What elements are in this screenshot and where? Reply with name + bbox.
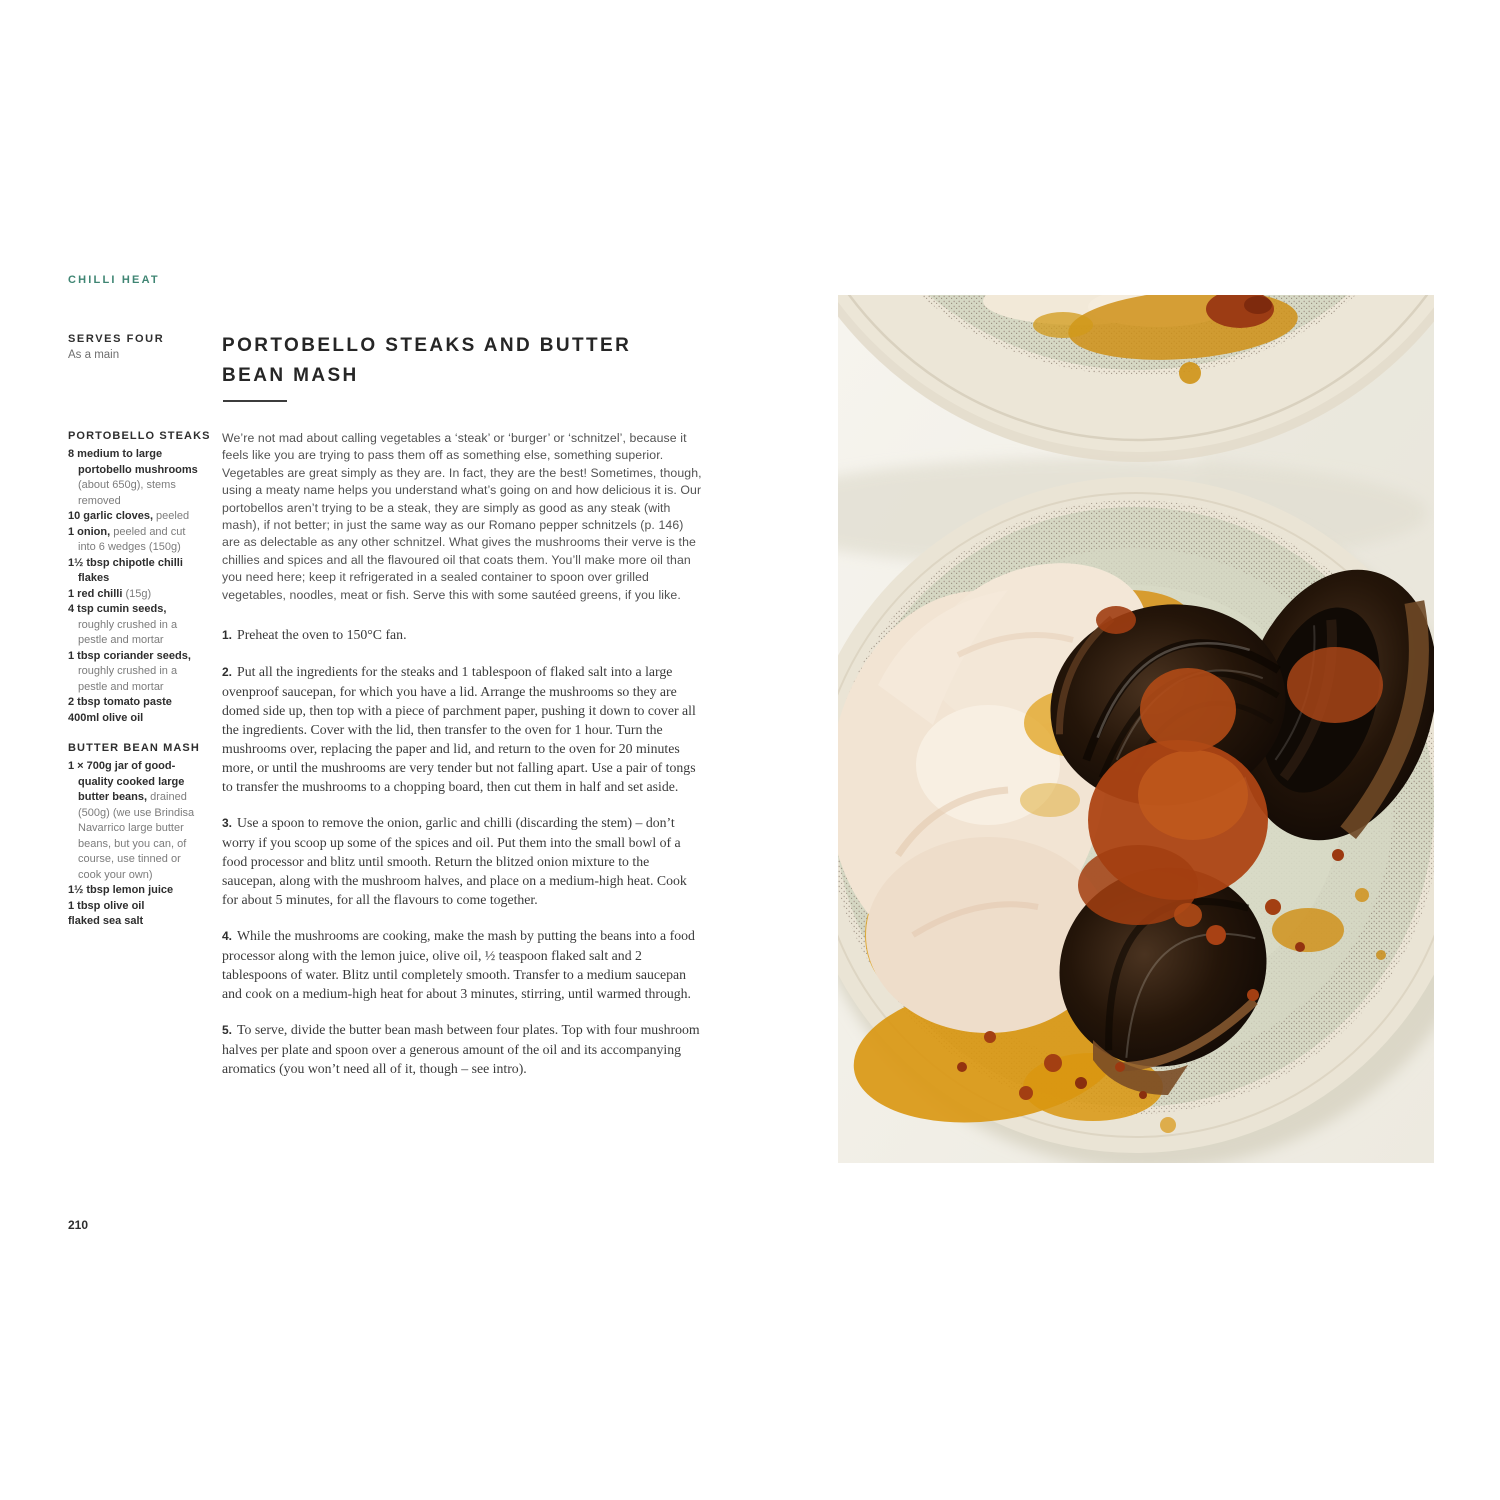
intro-paragraph: We’re not mad about calling vegetables a ‘steak’ or ‘burger’ or ‘schnitzel’, because it feels like you are trying to pass them off as something else, something superior. Vegetables are great simply as they are. In fact, they are the best! Sometimes, though, using a meaty name helps you understand what’s going on and how delicious it is. Our portobellos aren’t trying to be a steak, they are simply as good as any steak (with mash), if not better; in just the same way as our Romano pepper schnitzels (p. 146) are as delectable as any other schnitzel. What gives the mushrooms their verve is the chillies and spices and all the flavoured oil that coats them. You’ll make more oil than you need here; keep it refrigerated in a sealed container to spoon over grilled vegetables, noodles, meat or fish. Serve this with some sautéed greens, if you like. (222, 431, 702, 602)
method-step (222, 1020, 702, 1078)
ingredient-amount: 1 onion, (68, 525, 111, 538)
ingredient-note: course, use tinned or (78, 853, 181, 865)
ingredient-note: pestle and mortar (78, 634, 164, 646)
ingredient-line (68, 711, 228, 727)
ingredient-line (68, 540, 228, 556)
ingredient-amount: flaked sea salt (68, 915, 144, 927)
ingredient-amount: flakes (78, 572, 110, 584)
ingredient-line (68, 806, 228, 822)
title-divider (223, 400, 287, 402)
ingredient-note: roughly crushed in a (78, 665, 178, 677)
step-number: 1. (222, 628, 233, 643)
ingredient-line (68, 618, 228, 634)
step-text: Put all the ingredients for the steaks and 1 tablespoon of flaked salt into a large ovenproof saucepan, for which you have a lid. Arrange the mushrooms so they are domed side up, then top with a piece of parchment paper, pushing it down to cover all the ingredients. Cover with the lid, then transfer to the oven for 1 hour. Turn the mushrooms over, replacing the paper and lid, and return to the oven for 20 minutes more, or until the mushrooms are very tender but not falling apart. Use a pair of tongs to transfer the mushrooms to a chopping board, then cut them in half and set aside. (222, 664, 696, 795)
recipe-title (222, 331, 631, 391)
ingredient-line (68, 556, 228, 572)
ingredient-amount: 1 red chilli (68, 587, 123, 600)
method-steps (222, 625, 702, 1078)
ingredient-note: peeled (153, 510, 190, 522)
ingredient-amount: butter beans, (78, 791, 148, 803)
serves-subtitle: As a main (68, 349, 120, 361)
ingredient-amount: 1 tbsp coriander seeds, (68, 649, 191, 662)
ingredient-line (68, 914, 228, 930)
ingredient-note: into 6 wedges (150g) (78, 541, 181, 553)
ingredient-line (68, 868, 228, 884)
ingredients-list (68, 759, 228, 930)
ingredient-amount: 1½ tbsp lemon juice (68, 884, 174, 896)
recipe-photo (838, 295, 1434, 1163)
ingredient-note: cook your own) (78, 868, 153, 881)
ingredient-amount: 1½ tbsp chipotle chilli (68, 556, 183, 569)
ingredient-line (68, 478, 228, 494)
ingredient-line (68, 775, 228, 791)
ingredient-note: removed (78, 494, 121, 507)
ingredient-amount: quality cooked large (78, 775, 185, 788)
ingredient-line (68, 821, 228, 837)
ingredients-list (68, 447, 228, 726)
recipe-title-line-1: PORTOBELLO STEAKS AND BUTTER (222, 335, 632, 356)
ingredient-line (68, 571, 228, 587)
ingredients-column (68, 430, 228, 930)
ingredient-amount: 2 tbsp tomato paste (68, 696, 172, 708)
method-step (222, 926, 702, 1003)
ingredient-amount: 1 tbsp olive oil (68, 899, 145, 912)
ingredient-amount: 8 medium to large (68, 448, 163, 460)
ingredient-note: Navarrico large butter (78, 822, 184, 834)
page-number: 210 (68, 1218, 89, 1232)
ingredient-line (68, 587, 228, 603)
chapter-label: CHILLI HEAT (68, 274, 160, 286)
ingredient-line (68, 852, 228, 868)
ingredient-amount: 10 garlic cloves, (68, 510, 153, 522)
ingredient-line (68, 633, 228, 649)
serves-label: SERVES FOUR (68, 333, 165, 345)
ingredient-note: (about 650g), stems (78, 479, 176, 491)
ingredient-line (68, 649, 228, 665)
ingredients-group-mash (68, 742, 228, 930)
step-text: To serve, divide the butter bean mash between four plates. Top with four mushroom halves per plate and spoon over a generous amount of the oil and its accompanying aromatics (you won’t need all of it, though – see intro). (222, 1022, 700, 1077)
ingredient-amount: 1 × 700g jar of good- (68, 760, 176, 772)
ingredient-line (68, 664, 228, 680)
ingredients-heading: BUTTER BEAN MASH (68, 742, 200, 754)
ingredient-line (68, 883, 228, 899)
step-number: 2. (222, 665, 233, 680)
ingredient-line (68, 837, 228, 853)
ingredient-line (68, 463, 228, 479)
ingredient-line (68, 790, 228, 806)
ingredient-line (68, 494, 228, 510)
step-text: While the mushrooms are cooking, make the mash by putting the beans into a food processor along with the lemon juice, olive oil, ½ teaspoon flaked salt and 2 tablespoons of water. Blitz until completely smooth. Transfer to a medium saucepan and cook on a medium-high heat for about 3 minutes, stirring, until warmed through. (222, 928, 695, 1002)
ingredient-note: beans, but you can, of (78, 837, 187, 850)
step-number: 3. (222, 816, 233, 831)
ingredient-line (68, 899, 228, 915)
ingredient-amount: portobello mushrooms (78, 463, 198, 476)
ingredient-line (68, 509, 228, 525)
step-text: Preheat the oven to 150°C fan. (237, 627, 407, 643)
ingredients-group-steaks (68, 430, 228, 726)
ingredients-heading: PORTOBELLO STEAKS (68, 430, 211, 442)
ingredient-line (68, 695, 228, 711)
step-number: 4. (222, 929, 233, 944)
method-step (222, 662, 702, 796)
ingredient-note: pestle and mortar (78, 680, 164, 693)
ingredient-note: (15g) (122, 587, 152, 600)
step-text: Use a spoon to remove the onion, garlic and chilli (discarding the stem) – don’t worry if you scoop up some of the spices and oil. Put them into the small bowl of a food processor and blitz until smooth. Return the blitzed onion mixture to the saucepan, along with the mushroom halves, and place on a medium-high heat. Cook for about 5 minutes, for all the flavours to come together. (222, 815, 687, 908)
step-number: 5. (222, 1023, 233, 1038)
method-step (222, 813, 702, 909)
ingredient-amount: 400ml olive oil (68, 711, 144, 724)
ingredient-line (68, 447, 228, 463)
ingredient-line (68, 602, 228, 618)
recipe-title-line-2: BEAN MASH (222, 365, 359, 386)
ingredient-note: (500g) (we use Brindisa (78, 806, 195, 819)
method-step (222, 625, 702, 645)
ingredient-note: drained (147, 791, 187, 803)
ingredient-line (68, 525, 228, 541)
recipe-body (222, 430, 702, 1095)
recipe-photo-art (838, 295, 1434, 1163)
ingredient-line (68, 680, 228, 696)
ingredient-note: roughly crushed in a (78, 618, 178, 631)
ingredient-amount: 4 tsp cumin seeds, (68, 603, 167, 615)
serves-block (68, 333, 164, 361)
ingredient-line (68, 759, 228, 775)
ingredient-note: peeled and cut (110, 525, 186, 538)
